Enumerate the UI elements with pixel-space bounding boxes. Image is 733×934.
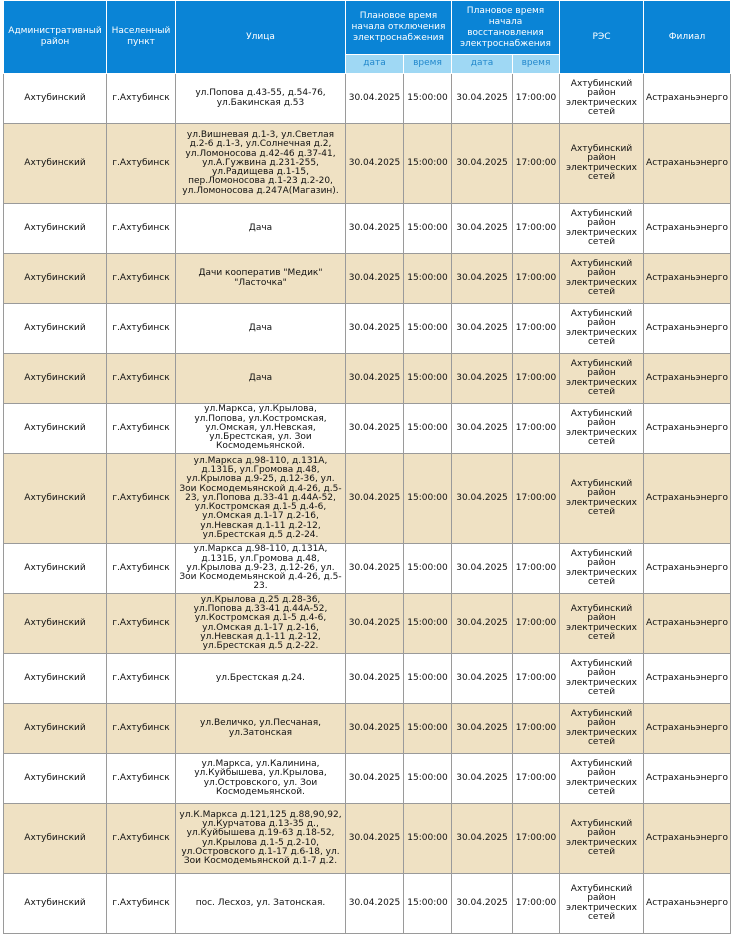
cell-res: Ахтубинский район электрических сетей	[560, 254, 644, 304]
cell-street: ул.Маркса, ул.Крылова, ул.Попова, ул.Костромская, ул.Омская, ул.Невская, ул.Брестская, ул. Зои Космодемьянской.	[176, 404, 346, 454]
cell-off-time: 15:00:00	[404, 74, 452, 124]
table-row	[4, 254, 731, 304]
cell-off-time: 15:00:00	[404, 594, 452, 654]
cell-street: ул.Крылова д.25 д.28-36, ул.Попова д.33-41 д.44А-52, ул.Костромская д.1-5 д.4-6, ул.Омская д.1-17 д.2-16, ул.Невская д.1-11 д.2-12, ул.Брестская д.5 д.2-22.	[176, 594, 346, 654]
cell-district: Ахтубинский	[4, 594, 107, 654]
cell-on-date: 30.04.2025	[452, 254, 513, 304]
subheader-on-time: время	[513, 55, 560, 74]
subheader-off-time: время	[404, 55, 452, 74]
table-row	[4, 454, 731, 544]
cell-res: Ахтубинский район электрических сетей	[560, 804, 644, 874]
cell-branch: Астраханьэнерго	[644, 874, 731, 934]
cell-on-time: 17:00:00	[513, 804, 560, 874]
cell-on-date: 30.04.2025	[452, 354, 513, 404]
cell-locality: г.Ахтубинск	[107, 544, 176, 594]
cell-res: Ахтубинский район электрических сетей	[560, 654, 644, 704]
cell-res: Ахтубинский район электрических сетей	[560, 404, 644, 454]
subheader-on-date: дата	[452, 55, 513, 74]
table-row	[4, 304, 731, 354]
cell-off-date: 30.04.2025	[346, 654, 404, 704]
cell-on-time: 17:00:00	[513, 304, 560, 354]
cell-on-date: 30.04.2025	[452, 304, 513, 354]
cell-street: ул.Маркса д.98-110, д.131А, д.131Б, ул.Громова д.48, ул.Крылова д.9-25, д.12-36, ул. Зои Космодемьянской д.4-26, д.5-23, ул.Попова д.33-41 д.44А-52, ул.Костромская д.1-5 д.4-6, ул.Омская д.1-17 д.2-16, ул.Невская д.1-11 д.2-12, ул.Брестская д.5 д.2-24.	[176, 454, 346, 544]
cell-off-time: 15:00:00	[404, 454, 452, 544]
cell-district: Ахтубинский	[4, 654, 107, 704]
header-row	[4, 1, 731, 55]
cell-off-date: 30.04.2025	[346, 754, 404, 804]
cell-off-date: 30.04.2025	[346, 354, 404, 404]
cell-district: Ахтубинский	[4, 404, 107, 454]
cell-off-time: 15:00:00	[404, 254, 452, 304]
cell-on-date: 30.04.2025	[452, 804, 513, 874]
cell-branch: Астраханьэнерго	[644, 654, 731, 704]
subheader-off-date: дата	[346, 55, 404, 74]
cell-branch: Астраханьэнерго	[644, 804, 731, 874]
cell-off-time: 15:00:00	[404, 804, 452, 874]
cell-branch: Астраханьэнерго	[644, 454, 731, 544]
cell-off-date: 30.04.2025	[346, 454, 404, 544]
cell-on-time: 17:00:00	[513, 654, 560, 704]
cell-res: Ахтубинский район электрических сетей	[560, 74, 644, 124]
cell-district: Ахтубинский	[4, 804, 107, 874]
cell-street: ул.К.Маркса д.121,125 д.88,90,92, ул.Курчатова д.13-35 д., ул.Куйбышева д.19-63 д.18-52, ул.Крылова д.1-5 д.2-10, ул.Островского д.1-17 д.6-18, ул. Зои Космодемьянской д.1-7 д.2.	[176, 804, 346, 874]
cell-street: ул.Попова д.43-55, д.54-76, ул.Бакинская д.53	[176, 74, 346, 124]
cell-locality: г.Ахтубинск	[107, 124, 176, 204]
cell-off-date: 30.04.2025	[346, 74, 404, 124]
cell-off-date: 30.04.2025	[346, 594, 404, 654]
cell-district: Ахтубинский	[4, 354, 107, 404]
cell-locality: г.Ахтубинск	[107, 654, 176, 704]
cell-branch: Астраханьэнерго	[644, 254, 731, 304]
cell-street: ул.Величко, ул.Песчаная, ул.Затонская	[176, 704, 346, 754]
cell-on-time: 17:00:00	[513, 454, 560, 544]
cell-on-date: 30.04.2025	[452, 124, 513, 204]
cell-on-time: 17:00:00	[513, 594, 560, 654]
cell-off-time: 15:00:00	[404, 544, 452, 594]
table-row	[4, 124, 731, 204]
cell-off-time: 15:00:00	[404, 654, 452, 704]
cell-branch: Астраханьэнерго	[644, 204, 731, 254]
cell-locality: г.Ахтубинск	[107, 74, 176, 124]
cell-res: Ахтубинский район электрических сетей	[560, 704, 644, 754]
cell-res: Ахтубинский район электрических сетей	[560, 874, 644, 934]
cell-locality: г.Ахтубинск	[107, 204, 176, 254]
cell-district: Ахтубинский	[4, 754, 107, 804]
cell-off-time: 15:00:00	[404, 874, 452, 934]
table-body	[4, 74, 731, 934]
header-res: РЭС	[560, 1, 644, 74]
cell-on-date: 30.04.2025	[452, 704, 513, 754]
cell-street: Дача	[176, 354, 346, 404]
cell-on-date: 30.04.2025	[452, 204, 513, 254]
cell-res: Ахтубинский район электрических сетей	[560, 454, 644, 544]
cell-locality: г.Ахтубинск	[107, 594, 176, 654]
cell-on-date: 30.04.2025	[452, 654, 513, 704]
table-row	[4, 874, 731, 934]
header-on-time: Плановое время начала восстановления электроснабжения	[452, 1, 560, 55]
cell-district: Ахтубинский	[4, 304, 107, 354]
cell-off-date: 30.04.2025	[346, 204, 404, 254]
table-row	[4, 594, 731, 654]
cell-locality: г.Ахтубинск	[107, 354, 176, 404]
cell-locality: г.Ахтубинск	[107, 804, 176, 874]
outage-table	[3, 0, 731, 934]
cell-on-time: 17:00:00	[513, 124, 560, 204]
cell-locality: г.Ахтубинск	[107, 754, 176, 804]
header-locality: Населенный пункт	[107, 1, 176, 74]
cell-branch: Астраханьэнерго	[644, 124, 731, 204]
table-row	[4, 204, 731, 254]
header-district: Административный район	[4, 1, 107, 74]
cell-on-date: 30.04.2025	[452, 594, 513, 654]
cell-on-time: 17:00:00	[513, 254, 560, 304]
cell-on-time: 17:00:00	[513, 74, 560, 124]
cell-street: ул.Вишневая д.1-3, ул.Светлая д.2-6 д.1-3, ул.Солнечная д.2, ул.Ломоносова д.42-46 д.37-41, ул.А.Гужвина д.231-255, ул.Радищева д.1-15, пер.Ломоносова д.1-23 д.2-20, ул.Ломоносова д.247А(Магазин).	[176, 124, 346, 204]
cell-on-date: 30.04.2025	[452, 874, 513, 934]
cell-res: Ахтубинский район электрических сетей	[560, 594, 644, 654]
cell-branch: Астраханьэнерго	[644, 704, 731, 754]
table-row	[4, 704, 731, 754]
cell-branch: Астраханьэнерго	[644, 304, 731, 354]
cell-locality: г.Ахтубинск	[107, 704, 176, 754]
cell-off-date: 30.04.2025	[346, 404, 404, 454]
cell-off-date: 30.04.2025	[346, 544, 404, 594]
header-off-time: Плановое время начала отключения электроснабжения	[346, 1, 452, 55]
cell-on-time: 17:00:00	[513, 404, 560, 454]
cell-off-date: 30.04.2025	[346, 124, 404, 204]
cell-branch: Астраханьэнерго	[644, 354, 731, 404]
cell-on-time: 17:00:00	[513, 754, 560, 804]
table-row	[4, 74, 731, 124]
cell-district: Ахтубинский	[4, 454, 107, 544]
cell-street: ул.Маркса д.98-110, д.131А, д.131Б, ул.Громова д.48, ул.Крылова д.9-23, д.12-26, ул. Зои Космодемьянской д.4-26, д.5-23.	[176, 544, 346, 594]
cell-off-time: 15:00:00	[404, 754, 452, 804]
cell-branch: Астраханьэнерго	[644, 754, 731, 804]
cell-district: Ахтубинский	[4, 544, 107, 594]
cell-locality: г.Ахтубинск	[107, 874, 176, 934]
cell-off-date: 30.04.2025	[346, 804, 404, 874]
cell-street: ул.Маркса, ул.Калинина, ул.Куйбышева, ул.Крылова, ул.Островского, ул. Зои Космодемьянской.	[176, 754, 346, 804]
cell-on-date: 30.04.2025	[452, 454, 513, 544]
cell-district: Ахтубинский	[4, 254, 107, 304]
cell-on-date: 30.04.2025	[452, 754, 513, 804]
cell-branch: Астраханьэнерго	[644, 74, 731, 124]
header-branch: Филиал	[644, 1, 731, 74]
cell-district: Ахтубинский	[4, 874, 107, 934]
cell-off-time: 15:00:00	[404, 124, 452, 204]
cell-branch: Астраханьэнерго	[644, 544, 731, 594]
table-row	[4, 804, 731, 874]
cell-locality: г.Ахтубинск	[107, 254, 176, 304]
cell-res: Ахтубинский район электрических сетей	[560, 544, 644, 594]
cell-res: Ахтубинский район электрических сетей	[560, 354, 644, 404]
cell-on-date: 30.04.2025	[452, 74, 513, 124]
cell-off-time: 15:00:00	[404, 354, 452, 404]
table-row	[4, 354, 731, 404]
cell-street: пос. Лесхоз, ул. Затонская.	[176, 874, 346, 934]
cell-street: Дачи кооператив "Медик" "Ласточка"	[176, 254, 346, 304]
cell-district: Ахтубинский	[4, 74, 107, 124]
cell-locality: г.Ахтубинск	[107, 304, 176, 354]
cell-off-time: 15:00:00	[404, 204, 452, 254]
cell-branch: Астраханьэнерго	[644, 594, 731, 654]
cell-off-time: 15:00:00	[404, 404, 452, 454]
cell-res: Ахтубинский район электрических сетей	[560, 204, 644, 254]
cell-res: Ахтубинский район электрических сетей	[560, 304, 644, 354]
cell-on-time: 17:00:00	[513, 544, 560, 594]
table-row	[4, 654, 731, 704]
cell-res: Ахтубинский район электрических сетей	[560, 754, 644, 804]
cell-street: Дача	[176, 304, 346, 354]
cell-district: Ахтубинский	[4, 704, 107, 754]
cell-off-date: 30.04.2025	[346, 254, 404, 304]
cell-on-time: 17:00:00	[513, 704, 560, 754]
cell-street: Дача	[176, 204, 346, 254]
cell-street: ул.Брестская д.24.	[176, 654, 346, 704]
cell-on-date: 30.04.2025	[452, 404, 513, 454]
header-street: Улица	[176, 1, 346, 74]
cell-off-date: 30.04.2025	[346, 704, 404, 754]
table-row	[4, 544, 731, 594]
cell-branch: Астраханьэнерго	[644, 404, 731, 454]
cell-on-date: 30.04.2025	[452, 544, 513, 594]
cell-district: Ахтубинский	[4, 204, 107, 254]
cell-district: Ахтубинский	[4, 124, 107, 204]
cell-locality: г.Ахтубинск	[107, 404, 176, 454]
cell-on-time: 17:00:00	[513, 874, 560, 934]
cell-on-time: 17:00:00	[513, 354, 560, 404]
table-row	[4, 754, 731, 804]
cell-locality: г.Ахтубинск	[107, 454, 176, 544]
cell-off-date: 30.04.2025	[346, 304, 404, 354]
cell-off-time: 15:00:00	[404, 304, 452, 354]
cell-off-date: 30.04.2025	[346, 874, 404, 934]
cell-off-time: 15:00:00	[404, 704, 452, 754]
cell-on-time: 17:00:00	[513, 204, 560, 254]
cell-res: Ахтубинский район электрических сетей	[560, 124, 644, 204]
table-row	[4, 404, 731, 454]
